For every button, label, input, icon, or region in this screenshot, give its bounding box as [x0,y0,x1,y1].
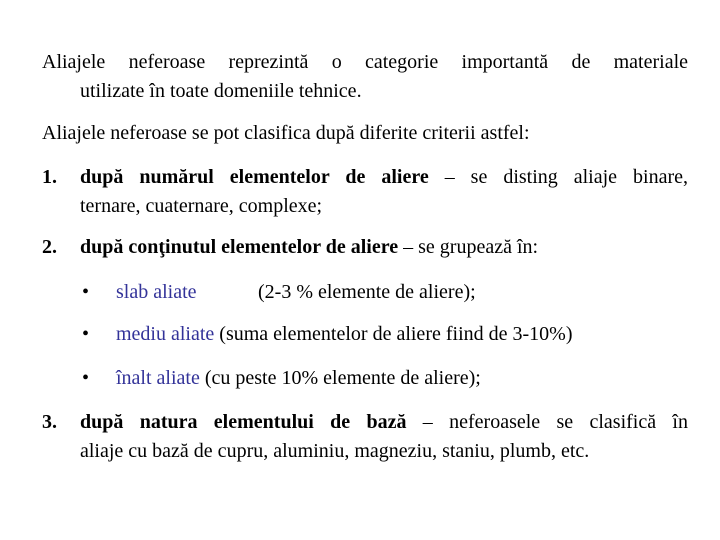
intro-line-1: Aliajele neferoase reprezintă o categorie importantă de materiale [42,51,688,73]
subitem-1-desc: (2-3 % elemente de aliere); [258,281,476,303]
item-2-line-1 [80,235,538,259]
intro-line-2: utilizate în toate domeniile tehnice. [80,80,362,102]
subitem-2-bullet: • [82,323,90,345]
subitem-2-line [116,322,572,346]
subitem-2-desc: (suma elementelor de aliere fiind de 3-10%) [214,323,573,345]
subitem-2-term: mediu aliate [116,323,215,345]
item-2-text: – se grupează în: [398,236,539,258]
subitem-3-line [116,366,481,390]
subitem-1-term-text: slab aliate [116,281,197,303]
item-3-line-1 [80,410,688,434]
item-1-criterion: după numărul elementelor de aliere [80,166,429,188]
item-1-line-1 [80,165,688,189]
subitem-1-term [116,280,197,304]
item-1-text: – se disting aliaje binare, [428,166,688,188]
subitem-3-desc: (cu peste 10% elemente de aliere); [199,367,481,389]
item-3-criterion: după natura elementului de bază [80,411,407,433]
item-3-line-2: aliaje cu bază de cupru, aluminiu, magneziu, staniu, plumb, etc. [80,440,590,462]
item-1-line-2: ternare, cuaternare, complexe; [80,195,323,217]
item-2-criterion: după conţinutul elementelor de aliere [80,236,399,258]
classification-subtitle: Aliajele neferoase se pot clasifica după diferite criterii astfel: [42,122,530,144]
subitem-3-bullet: • [82,367,90,389]
item-2-number: 2. [42,236,57,258]
subitem-3-term: înalt aliate [116,367,200,389]
item-3-text: – neferoasele se clasifică în [406,411,688,433]
item-3-number: 3. [42,411,57,433]
subitem-1-bullet: • [82,281,90,303]
item-1-number: 1. [42,166,57,188]
